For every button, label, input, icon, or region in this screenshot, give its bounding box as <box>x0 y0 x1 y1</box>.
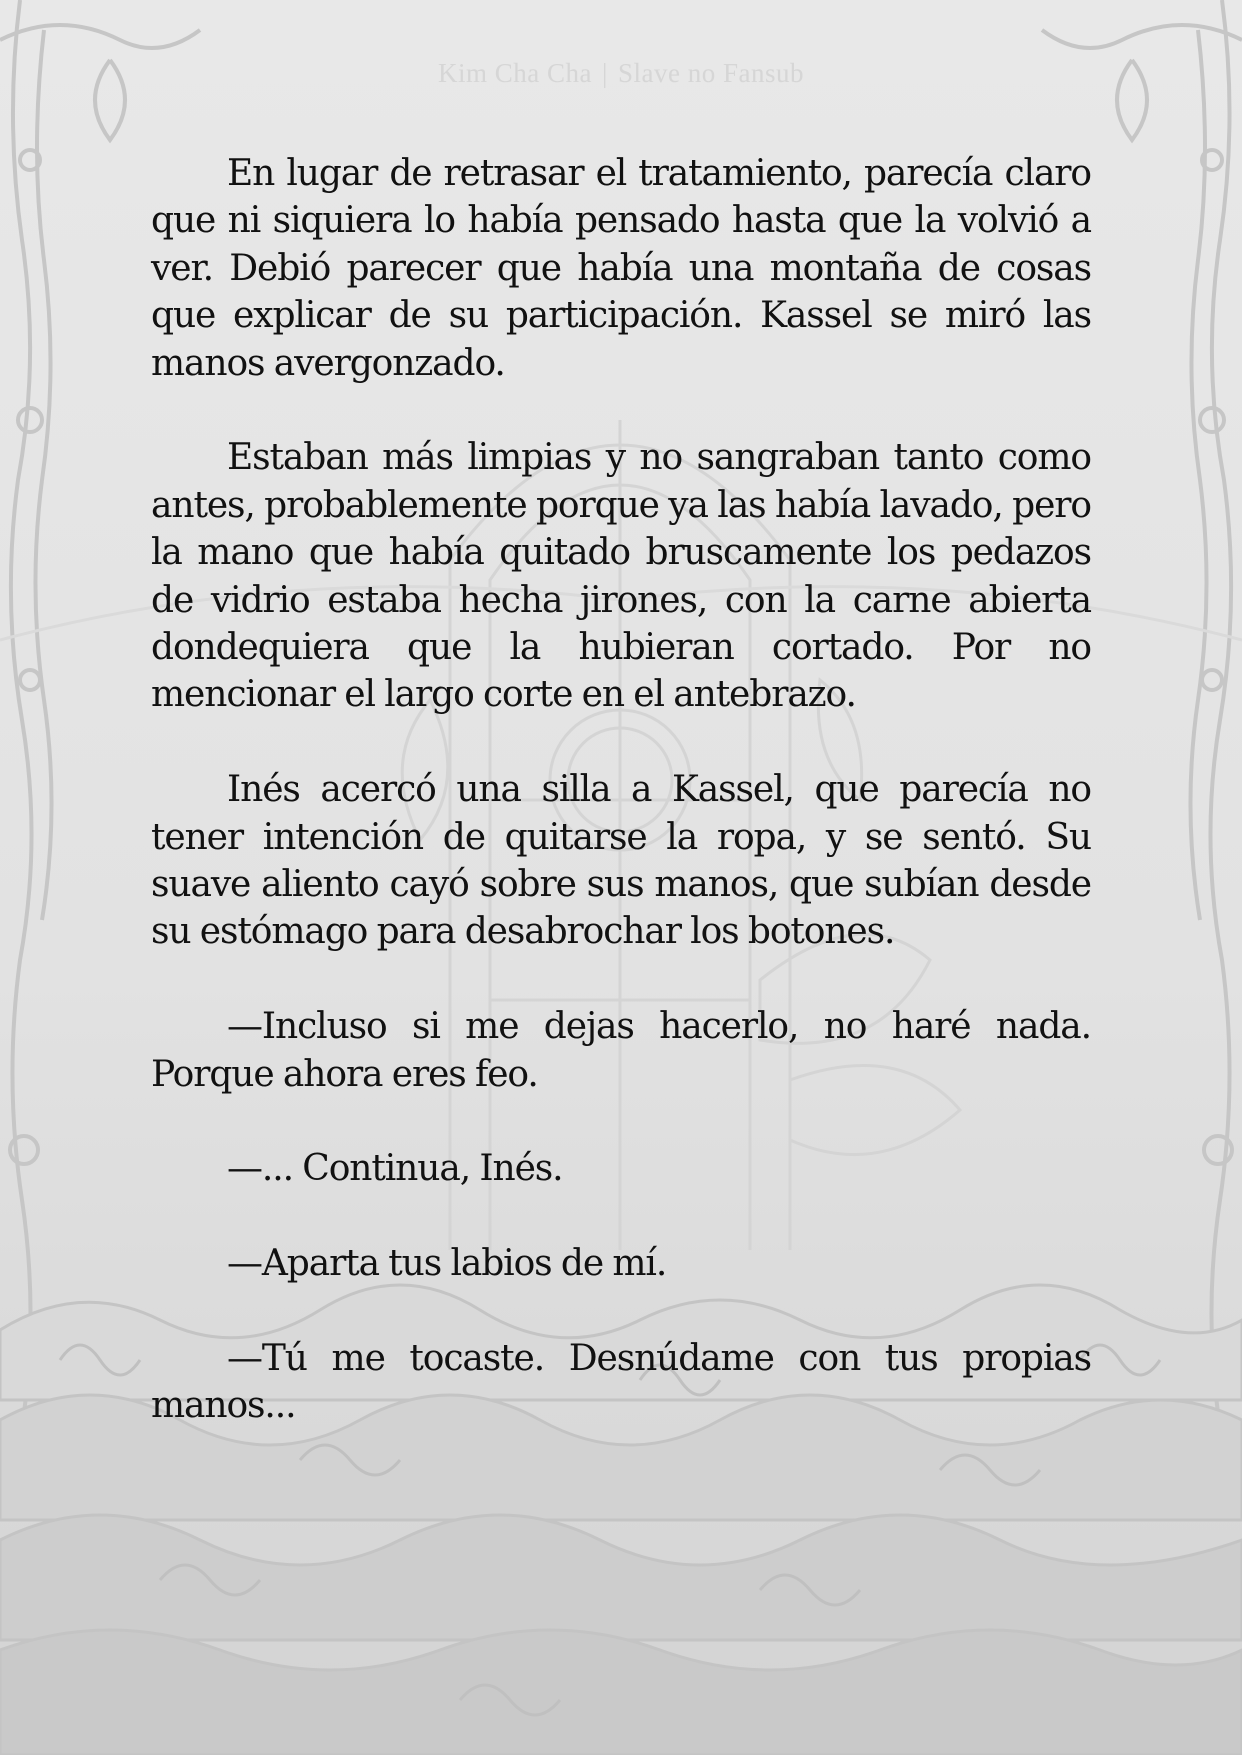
paragraph: Inés acercó una silla a Kassel, que parecía no tener intención de quitarse la ropa, y se sentó. Su suave aliento cayó sobre sus manos, que subían desde su estómago para desabrochar los botones. <box>151 769 1091 953</box>
paragraph: —... Continua, Inés. <box>227 1148 563 1190</box>
paragraph: Estaban más limpias y no sangraban tanto como antes, probablemente porque ya las había lavado, pero la mano que había quitado bruscamente los pedazos de vidrio estaba hecha jirones, con la carne abierta dondequiera que la hubieran cortado. Por no mencionar el largo corte en el antebrazo. <box>151 437 1091 716</box>
paragraph: —Incluso si me dejas hacerlo, no haré nada. Porque ahora eres feo. <box>151 1006 1091 1095</box>
header-translator: Slave no Fansub <box>617 58 804 88</box>
body-text <box>151 150 1091 1477</box>
paragraph: —Tú me tocaste. Desnúdame con tus propias manos... <box>151 1338 1091 1427</box>
page-header <box>0 58 1242 89</box>
paragraph: —Aparta tus labios de mí. <box>227 1243 667 1285</box>
paragraph: En lugar de retrasar el tratamiento, parecía claro que ni siquiera lo había pensado hasta que la volvió a ver. Debió parecer que había una montaña de cosas que explicar de su participación. Kassel se miró las manos avergonzado. <box>151 153 1091 384</box>
header-author: Kim Cha Cha <box>438 58 593 88</box>
header-separator: | <box>602 58 608 88</box>
